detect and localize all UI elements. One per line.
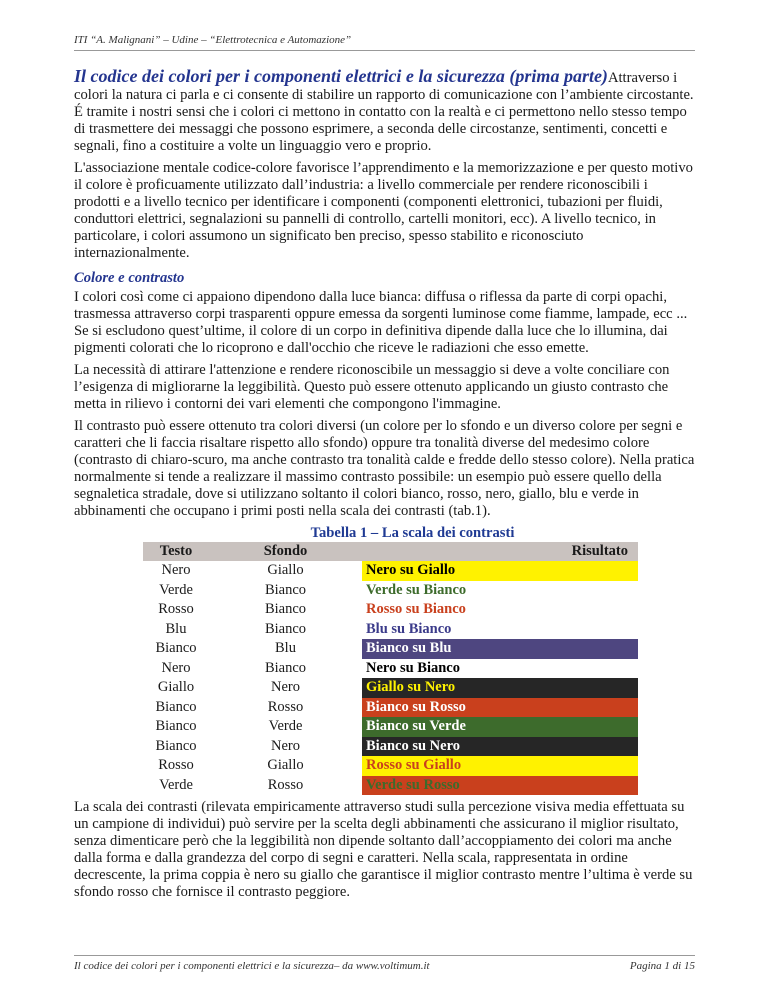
header-testo: Testo bbox=[143, 542, 209, 561]
cell-risultato: Nero su Giallo bbox=[362, 561, 638, 581]
table-row bbox=[143, 561, 638, 581]
cell-risultato: Nero su Bianco bbox=[362, 659, 638, 679]
table-row bbox=[143, 639, 638, 659]
cell-testo: Bianco bbox=[155, 718, 197, 735]
page-number: Pagina 1 di 15 bbox=[629, 960, 695, 972]
cell-testo: Bianco bbox=[155, 640, 197, 657]
document-title: Il codice dei colori per i componenti elettrici e la sicurezza (prima parte) bbox=[74, 66, 608, 86]
footer-source: Il codice dei colori per i componenti elettrici e la sicurezza– da www.voltimum.it bbox=[74, 960, 430, 972]
cell-testo: Giallo bbox=[157, 679, 195, 696]
cell-risultato: Bianco su Nero bbox=[362, 737, 638, 757]
paragraph-readability: La necessità di attirare l'attenzione e rendere riconoscibile un messaggio si deve a volte conciliare con l’esigenza di migliorarne la leggibilità. Questo può essere ottenuto applicando un giusto contrasto che metta in rilievo i contorni dei vari elementi che compongono l'immagine. bbox=[74, 362, 670, 412]
cell-risultato: Rosso su Giallo bbox=[362, 756, 638, 776]
paragraph-industry: L'associazione mentale codice-colore favorisce l’apprendimento e la memorizzazione e per questo motivo il colore è proficuamente utilizzato dall’industria: a livello commerciale per rendere riconoscibili i prodotti e a livello tecnico per identificare i componenti (componenti elettronici, tubazioni per fluidi, conduttori elettrici, segnalazioni su pannelli di controllo, cartelli monitori, ecc). A livello tecnico, in particolare, i colori assumono un significato ben preciso, spesso stabilito e riconosciuto internazionalmente. bbox=[74, 160, 693, 261]
cell-risultato: Rosso su Bianco bbox=[362, 600, 638, 620]
table-row bbox=[143, 600, 638, 620]
table-row bbox=[143, 717, 638, 737]
cell-sfondo: Nero bbox=[271, 679, 300, 696]
cell-sfondo: Blu bbox=[275, 640, 296, 657]
cell-testo: Bianco bbox=[155, 737, 197, 754]
cell-risultato: Bianco su Verde bbox=[362, 717, 638, 737]
cell-testo: Bianco bbox=[155, 698, 197, 715]
table-row bbox=[143, 737, 638, 757]
cell-risultato: Blu su Bianco bbox=[362, 620, 638, 640]
table-body bbox=[143, 561, 638, 795]
cell-testo: Blu bbox=[165, 620, 187, 637]
page-header: ITI “A. Malignani” – Udine – “Elettrotecnica e Automazione” bbox=[74, 34, 695, 51]
page-footer bbox=[74, 955, 695, 972]
cell-testo: Rosso bbox=[158, 601, 194, 618]
table-row bbox=[143, 620, 638, 640]
contrast-table bbox=[143, 542, 638, 795]
cell-risultato: Giallo su Nero bbox=[362, 678, 638, 698]
header-risultato: Risultato bbox=[362, 542, 638, 561]
cell-sfondo: Bianco bbox=[264, 581, 307, 598]
cell-sfondo: Rosso bbox=[267, 776, 304, 793]
table-row bbox=[143, 581, 638, 601]
cell-sfondo: Bianco bbox=[264, 601, 307, 618]
cell-sfondo: Verde bbox=[268, 718, 303, 735]
cell-risultato: Verde su Rosso bbox=[362, 776, 638, 796]
cell-risultato: Bianco su Blu bbox=[362, 639, 638, 659]
cell-sfondo: Giallo bbox=[267, 757, 304, 774]
header-sfondo: Sfondo bbox=[209, 542, 362, 561]
cell-testo: Nero bbox=[161, 562, 191, 579]
cell-sfondo: Bianco bbox=[264, 620, 307, 637]
cell-sfondo: Giallo bbox=[267, 562, 304, 579]
paragraph-light: I colori così come ci appaiono dipendono dalla luce bianca: diffusa o riflessa da parte di corpi opachi, trasmessa attraverso corpi trasparenti oppure emessa da sorgenti luminose come fiamme, lampade, ecc ... Se si escludono quest’ultime, il colore di un corpo in definitiva dipende dalla luce che lo illumina, dai pigmenti colorati che lo ricoprono e dall'occhio che riceve le radiazioni che esso emette. bbox=[74, 289, 688, 356]
table-caption: Tabella 1 – La scala dei contrasti bbox=[310, 525, 515, 541]
intro-text: Attraverso i colori la natura ci parla e ci consente di stabilire un rapporto di comunicazione con l’ambiente circostante. É tramite i nostri sensi che i colori ci mettono in contatto con la realtà e ci permettono nello stesso tempo di trasmettere dei messaggi che possono esprimere, a seconda delle circostanze, sentimenti, concetti e segnali, fino a costituire a volte un linguaggio vero e proprio. bbox=[74, 70, 694, 154]
intro-paragraph bbox=[74, 68, 695, 155]
table-row bbox=[143, 756, 638, 776]
table-header-row bbox=[143, 542, 638, 561]
cell-testo: Rosso bbox=[158, 757, 194, 774]
cell-sfondo: Bianco bbox=[264, 659, 307, 676]
cell-risultato: Verde su Bianco bbox=[362, 581, 638, 601]
table-row bbox=[143, 678, 638, 698]
cell-sfondo: Nero bbox=[271, 737, 300, 754]
cell-testo: Verde bbox=[159, 776, 193, 793]
table-row bbox=[143, 698, 638, 718]
table-row bbox=[143, 776, 638, 796]
cell-risultato: Bianco su Rosso bbox=[362, 698, 638, 718]
cell-sfondo: Rosso bbox=[267, 698, 304, 715]
paragraph-after-table: La scala dei contrasti (rilevata empiricamente attraverso studi sulla percezione visiva media effettuata su un campione di individui) può servire per la scelta degli abbinamenti che assicurano il miglior risultato, senza dimenticare però che la leggibilità non dipende soltanto dall’accoppiamento dei colori ma anche dalla forma e dalla grandezza del corpo di segni e caratteri. Nella scala, rappresentata in ordine decrescente, la prima coppia è nero su giallo che garantisce il miglior contrasto mentre l’ultima è verde su sfondo rosso che fornisce il contrasto peggiore. bbox=[74, 799, 693, 900]
section-heading: Colore e contrasto bbox=[74, 270, 185, 286]
cell-testo: Nero bbox=[161, 659, 191, 676]
cell-testo: Verde bbox=[159, 581, 193, 598]
table-row bbox=[143, 659, 638, 679]
document-body bbox=[74, 68, 695, 906]
paragraph-contrast: Il contrasto può essere ottenuto tra colori diversi (un colore per lo sfondo e un diverso colore per segni e caratteri che li faccia risaltare rispetto allo sfondo) oppure tra tonalità diverse del medesimo colore (contrasto di chiaro-scuro, ma anche contrasto tra tonalità calde e fredde dello stesso colore). Nella pratica normalmente si tende a realizzare il massimo contrasto possibile: un esempio può essere quello della segnaletica stradale, dove si utilizzano soltanto il colori bianco, rosso, nero, giallo, blu e verde in abbinamenti che occupano i primi posti nella scala dei contrasti (tab.1). bbox=[74, 418, 695, 519]
